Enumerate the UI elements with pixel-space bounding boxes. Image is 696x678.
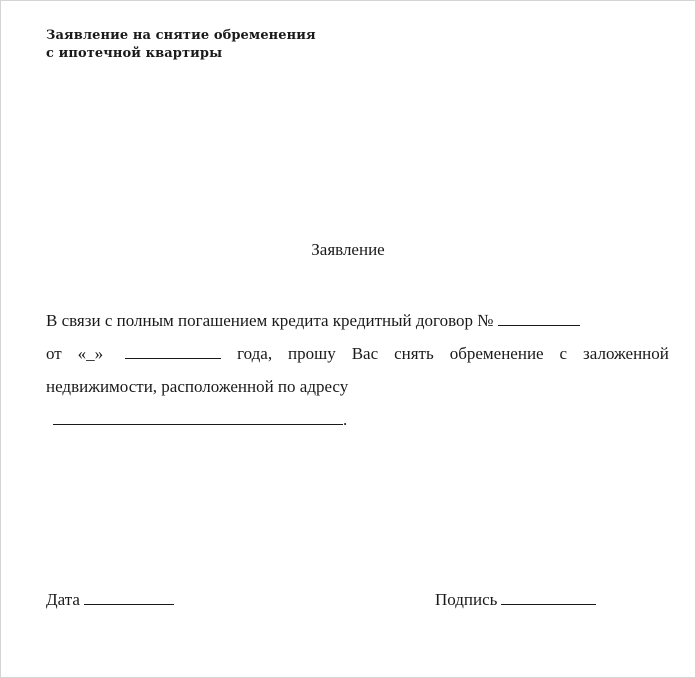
body-word-from: от [46, 344, 62, 363]
body-word-remove: снять [394, 344, 434, 363]
document-heading [46, 27, 316, 63]
body-line-1 [46, 304, 669, 337]
heading-line-1: Заявление на снятие обременения [46, 28, 316, 43]
address-blank [53, 409, 343, 425]
body-word-encumbrance: обременение [449, 344, 544, 363]
address-period: . [343, 410, 348, 429]
contract-number-blank [498, 310, 580, 326]
signature-field [435, 589, 596, 610]
date-label: Дата [46, 590, 80, 609]
body-line-2 [46, 337, 669, 370]
document-title: Заявление [311, 240, 385, 259]
body-word-you: Вас [351, 344, 379, 363]
body-word-pledged: заложенной [583, 344, 669, 363]
body-date-blank-wrap [119, 337, 221, 370]
body-word-ask: прошу [288, 344, 336, 363]
body-line-1-text: В связи с полным погашением кредита кредитный договор № [46, 311, 494, 330]
body-word-year: года, [237, 344, 273, 363]
body-word-from2: с [559, 344, 568, 363]
statement-body [46, 304, 669, 436]
body-date-quote: «_» [77, 344, 104, 363]
signature-blank [501, 589, 596, 605]
body-line-4 [46, 403, 669, 436]
contract-date-blank [125, 343, 221, 359]
heading-line-2: с ипотечной квартиры [46, 46, 223, 61]
date-blank [84, 589, 174, 605]
signature-label: Подпись [435, 590, 498, 609]
body-line-3: недвижимости, расположенной по адресу [46, 377, 349, 396]
date-field [46, 589, 174, 610]
